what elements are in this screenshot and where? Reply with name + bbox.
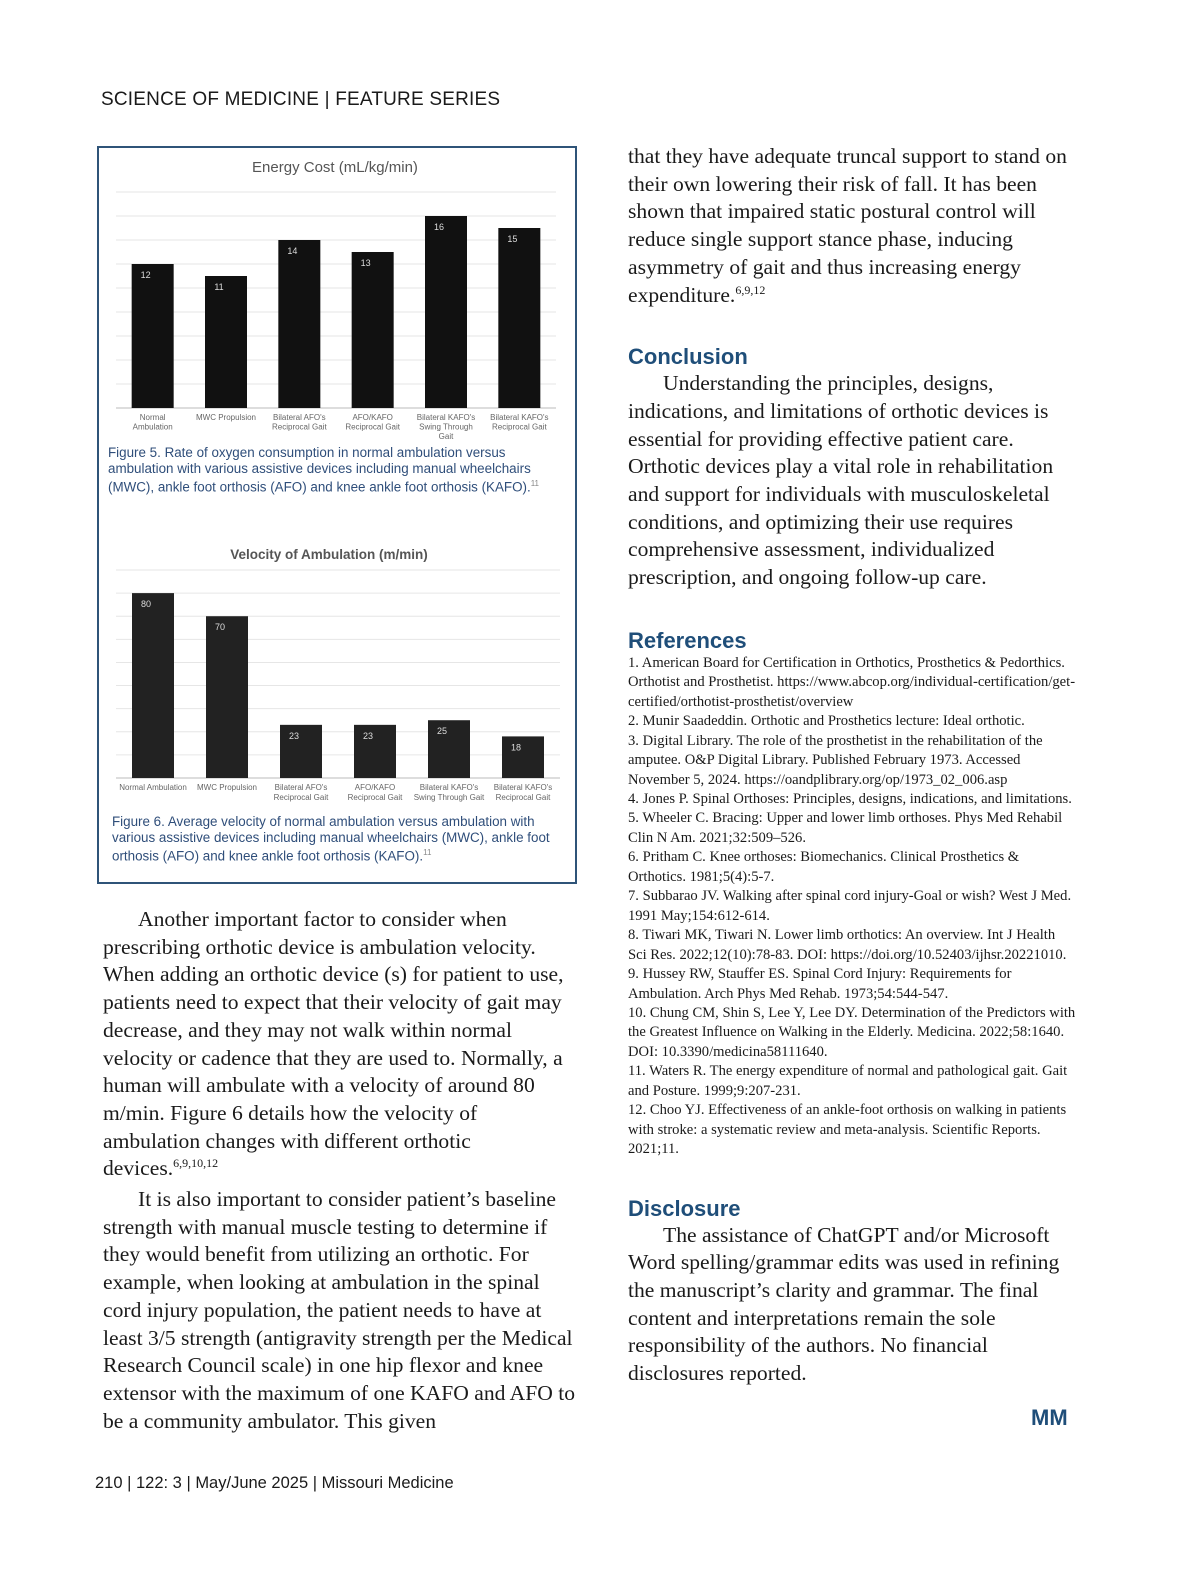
category-label-line: Bilateral AFO's	[273, 413, 326, 422]
category-label-line: Reciprocal Gait	[491, 422, 547, 432]
left-column	[103, 906, 577, 1435]
category-label-line: MWC Propulsion	[195, 413, 257, 422]
data-label: 14	[287, 246, 298, 256]
end-mark-logo: MM	[1031, 1405, 1068, 1430]
category-label-line: Swing Through	[419, 422, 473, 432]
category-label	[490, 413, 548, 432]
category-label	[494, 783, 552, 802]
reference-item: 4. Jones P. Spinal Orthoses: Principles, designs, indications, and limitations.	[628, 791, 1072, 808]
category-label-line: Reciprocal Gait	[273, 793, 329, 802]
disclosure-heading: Disclosure	[628, 1195, 741, 1221]
reference-item: 6. Pritham C. Knee orthoses: Biomechanics. Clinical Prosthetics & Orthotics. 1981;5(4):5-7.	[628, 849, 1020, 885]
category-label	[133, 413, 173, 432]
references-list	[628, 654, 1076, 1160]
bar	[278, 240, 320, 408]
running-head: SCIENCE OF MEDICINE | FEATURE SERIES	[101, 89, 501, 110]
reference-item: 3. Digital Library. The role of the prosthetist in the rehabilitation of the amputee. O&P Digital Library. Published February 1973. Accessed November 5, 2024. https://oandplibrary.org/op/1973_02_006.asp	[628, 732, 1043, 788]
category-label-line: Normal Ambulation	[119, 783, 187, 792]
chart-title: Energy Cost (mL/kg/min)	[252, 159, 418, 176]
bar	[352, 252, 394, 408]
conclusion-heading: Conclusion	[628, 344, 748, 370]
data-label: 80	[140, 599, 152, 610]
bar	[206, 616, 248, 778]
category-label-line: Reciprocal Gait	[495, 793, 551, 802]
figure5-caption	[108, 445, 570, 495]
velocity-paragraph	[103, 906, 577, 1183]
bar	[205, 276, 247, 408]
page-footer: 210 | 122: 3 | May/June 2025 | Missouri Medicine	[95, 1474, 454, 1492]
data-label: 12	[140, 270, 151, 280]
right-column	[628, 143, 1076, 1388]
bar	[498, 228, 540, 408]
reference-item: 1. American Board for Certification in Orthotics, Prosthetics & Pedorthics. Orthotist and Prosthetist. https://www.abcop.org/individual-certification/get-certified/orthotist-prosthetist/overview	[628, 654, 1076, 710]
bar	[354, 725, 396, 778]
figure5-caption-text: Figure 5. Rate of oxygen consumption in normal ambulation versus ambulation with various assistive devices including manual wheelchairs (MWC), ankle foot orthosis (AFO) and knee ankle foot orthosis (KAFO).	[108, 445, 531, 495]
data-label: 16	[433, 222, 445, 232]
category-label	[345, 413, 400, 432]
reference-item: 8. Tiwari MK, Tiwari N. Lower limb orthotics: An overview. Int J Health Sci Res. 2022;12(10):78-83. DOI: https://doi.org/10.52403/ijhsr.20221010.	[628, 927, 1067, 963]
category-label	[196, 413, 256, 422]
data-label: 18	[510, 742, 522, 753]
category-label-line: Bilateral KAFO's	[416, 413, 476, 422]
reference-item: 9. Hussey RW, Stauffer ES. Spinal Cord Injury: Requirements for Ambulation. Arch Phys Med Rehab. 1973;54:544-547.	[628, 966, 1012, 1002]
category-label-line: Gait	[438, 432, 454, 441]
category-label	[272, 413, 327, 432]
category-label-line: Bilateral KAFO's	[490, 413, 549, 422]
data-label: 23	[362, 730, 374, 741]
references-heading: References	[628, 627, 747, 653]
bar	[502, 736, 544, 778]
chart-title: Velocity of Ambulation (m/min)	[230, 547, 428, 562]
bar	[428, 720, 470, 778]
figure6-caption-text: Figure 6. Average velocity of normal ambulation versus ambulation with various assistive devices including manual wheelchairs (MWC), ankle foot orthosis (AFO) and knee ankle foot orthosis (KAFO).	[112, 814, 550, 864]
data-label: 15	[507, 234, 518, 244]
conclusion-paragraph: Understanding the principles, designs, indications, and limitations of orthotic devices is essential for providing effective patient care. Orthotic devices play a vital role in rehabilitation and support for individuals with musculoskeletal conditions, and optimizing their use requires comprehensive assessment, individualized prescription, and ongoing follow-up care.	[628, 371, 1054, 590]
category-label-line: Reciprocal Gait	[271, 422, 327, 432]
category-label-line: Swing Through Gait	[413, 793, 485, 802]
category-label-line: AFO/KAFO	[352, 413, 393, 422]
category-label	[417, 413, 475, 441]
disclosure-paragraph: The assistance of ChatGPT and/or Microsoft Word spelling/grammar edits was used in refining the manuscript’s clarity and grammar. The final content and interpretations remain the sole responsibility of the authors. No financial disclosures reported.	[628, 1222, 1060, 1386]
category-label	[197, 783, 257, 792]
bar	[425, 216, 467, 408]
energy-cost-chart	[109, 152, 569, 444]
category-label	[274, 783, 329, 802]
category-label-line: MWC Propulsion	[196, 783, 258, 792]
category-label-line: Bilateral KAFO's	[493, 783, 553, 792]
category-label	[119, 783, 187, 792]
reference-item: 5. Wheeler C. Bracing: Upper and lower limb orthoses. Phys Med Rehabil Clin N Am. 2021;32:509–526.	[628, 810, 1063, 846]
category-label	[348, 783, 403, 802]
data-label: 13	[360, 258, 371, 268]
category-label-line: Normal	[139, 413, 166, 422]
category-label	[414, 783, 485, 802]
velocity-paragraph-text: Another important factor to consider when prescribing orthotic device is ambulation velocity. When adding an orthotic device (s) for patient to use, patients need to expect that their velocity of gait may decrease, and they may not walk within normal velocity or cadence that they are used to. Normally, a human will ambulate with a velocity of around 80 m/min. Figure 6 details how the velocity of ambulation changes with different orthotic devices.	[103, 907, 564, 1181]
bar	[132, 593, 174, 778]
truncal-support-text: that they have adequate truncal support to stand on their own lowering their risk of fall. It has been shown that impaired static postural control will reduce single support stance phase, inducing asymmetry of gait and thus increasing energy expenditure.	[628, 144, 1067, 307]
data-label: 70	[214, 622, 226, 633]
category-label-line: Bilateral AFO's	[274, 783, 328, 792]
velocity-chart	[109, 538, 569, 806]
category-label-line: Ambulation	[132, 422, 173, 432]
bar	[132, 264, 174, 408]
velocity-paragraph-refs: 6,9,10,12	[173, 1156, 219, 1171]
reference-item: 2. Munir Saadeddin. Orthotic and Prosthetics lecture: Ideal orthotic.	[628, 713, 1025, 730]
figure6-caption	[112, 814, 570, 864]
reference-item: 7. Subbarao JV. Walking after spinal cord injury-Goal or wish? West J Med. 1991 May;154:612-614.	[628, 888, 1072, 924]
truncal-support-paragraph	[628, 143, 1076, 309]
data-label: 25	[436, 726, 448, 737]
data-label: 23	[288, 730, 300, 741]
figure6-caption-ref: 11	[423, 848, 432, 858]
reference-item: 12. Choo YJ. Effectiveness of an ankle-foot orthosis on walking in patients with stroke: a systematic review and meta-analysis. Scientific Reports. 2021;11.	[628, 1102, 1067, 1158]
category-label-line: Reciprocal Gait	[345, 422, 401, 432]
truncal-support-refs: 6,9,12	[735, 282, 766, 297]
category-label-line: AFO/KAFO	[354, 783, 396, 792]
figure5-caption-ref: 11	[530, 479, 540, 489]
reference-item: 10. Chung CM, Shin S, Lee Y, Lee DY. Determination of the Predictors with the Greatest Influence on Walking in the Elderly. Medicina. 2022;58:1640. DOI: 10.3390/medicina58111640.	[628, 1005, 1076, 1060]
data-label: 11	[214, 282, 224, 292]
strength-paragraph: It is also important to consider patient’s baseline strength with manual muscle testing to determine if they would benefit from utilizing an orthotic. For example, when looking at ambulation in the spinal cord injury population, the patient needs to have at least 3/5 strength (antigravity strength per the Medical Research Council scale) in one hip flexor and knee extensor with the maximum of one KAFO and AFO to be a community ambulator. This given	[103, 1187, 576, 1433]
reference-item: 11. Waters R. The energy expenditure of normal and pathological gait. Gait and Posture. 1999;9:207-231.	[628, 1063, 1068, 1099]
category-label-line: Reciprocal Gait	[347, 793, 403, 802]
category-label-line: Bilateral KAFO's	[419, 783, 479, 792]
bar	[280, 725, 322, 778]
figure-panel	[97, 146, 577, 884]
